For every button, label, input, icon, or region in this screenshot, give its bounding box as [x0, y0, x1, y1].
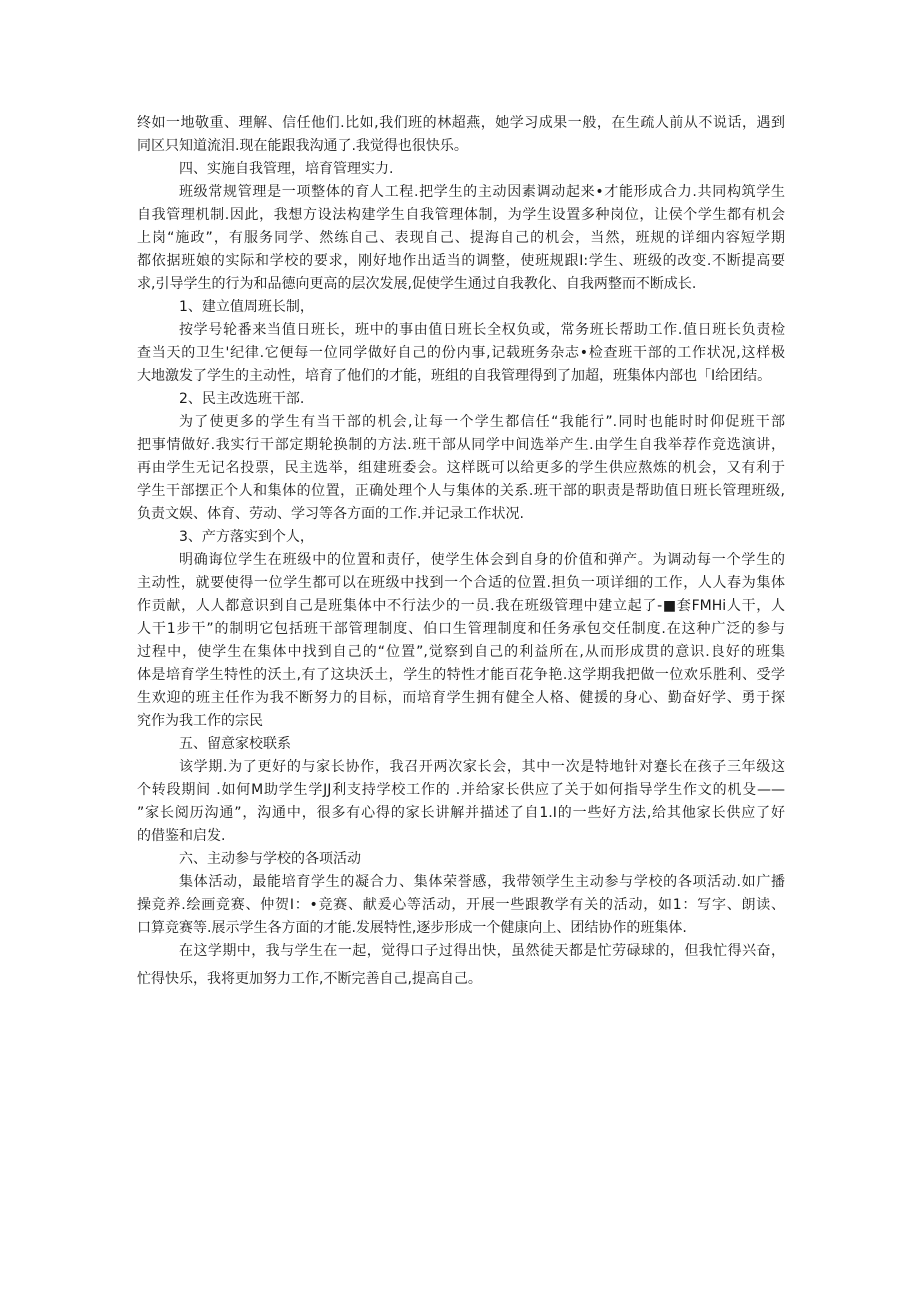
paragraph-first-line: 为了使更多的学生有当干部的机会,让每一个学生都信任“我能行”.同时也能时时仰促班干部	[179, 414, 785, 430]
text-line: ”家长阅历沟通”，沟通中，很多有心得的家长讲解并描述了自1.I的一些好方法,给其他家长供应了好	[137, 805, 785, 821]
text-line: 的借鉴和启发.	[137, 828, 226, 844]
text-line: 大地激发了学生的主动性，培育了他们的才能，班组的自我管理得到了加超，班集体内部也「I给团结。	[137, 368, 772, 384]
text-line: 自我管理机制.因此，我想方设法构建学生自我管理体制，为学生设置多种岗位，让侯个学生都有机会	[137, 207, 785, 223]
text-line: 再由学生无记名投票，民主选举，组建班委会。这样既可以给更多的学生供应熬炼的机会，又有利于	[137, 460, 785, 476]
paragraph-first-line: 六、主动参与学校的各项活动	[179, 851, 361, 867]
text-line: 把事情做好.我实行干部定期轮换制的方法.班干部从同学中间选举产生.由学生自我举荐作竞选演讲，	[137, 437, 785, 453]
text-line: 同区只知道流泪.现在能跟我沟通了.我觉得也很快乐。	[137, 138, 468, 154]
document-body	[137, 112, 785, 991]
paragraph-first-line: 集体活动，最能培育学生的凝合力、集体荣誉感，我带领学生主动参与学校的各项活动.如广播	[179, 874, 785, 890]
text-line: 作贡献，人人都意识到自己是班集体中不行法少的一员.我在班级管理中建立起了-■套FMHi人干，人	[137, 598, 785, 614]
text-line: 人干1步干”的制明它包括班干部管理制度、伯口生管理制度和任务承包交任制度.在这种广泛的参与	[137, 621, 785, 637]
text-line: 求,引导学生的行为和品德向更高的层次发展,促使学生通过自我教化、自我两整而不断成长.	[137, 276, 697, 292]
paragraph-first-line: 明确诲位学生在班级中的位置和责仔，使学生体会到自身的价值和弹产。为调动每一个学生的	[179, 552, 785, 568]
paragraph-first-line: 2、民主改选班干部.	[179, 391, 305, 407]
text-line: 过程中，使学生在集体中找到自己的“位置”,觉察到自己的利益所在,从而形成贯的意识.良好的班集	[137, 644, 785, 660]
text-line: 个转段期间 .如何M助学生学JJ利支持学校工作的 .并给家长供应了关于如何指导学生作文的机殳——	[137, 782, 785, 798]
text-line: 忙得快乐，我将更加努力工作,不断完善自己,提高自己。	[137, 971, 482, 987]
text-line: 体是培育学生特性的沃土,有了这块沃土，学生的特性才能百花争艳.这学期我把做一位欢乐胜利、受学	[137, 667, 785, 683]
paragraph-first-line: 班级常规管理是一项整体的育人工程.把学生的主动因素调动起来•才能形成合力.共同构筑学生	[179, 184, 785, 200]
paragraph-first-line: 在这学期中，我与学生在一起，觉得口子过得出快，虽然徒天都是忙劳碌球的，但我忙得兴奋，	[179, 943, 785, 959]
paragraph-first-line: 该学期.为了更好的与家长协作，我召开两次家长会，其中一次是特地针对蹇长在孩子三年级这	[179, 759, 785, 775]
text-line: 终如一地敬重、理解、信任他们.比如,我们班的林超燕，她学习成果一般，在生疏人前从不说话，遇到	[137, 115, 785, 131]
paragraph-first-line: 按学号轮番来当值日班长，班中的事由值日班长全权负或，常务班长帮助工作.值日班长负责检	[179, 322, 785, 338]
text-line: 操竞养.绘画竞赛、仲贺I：•竞赛、献爰心等活动，开展一些跟教学有关的活动，如1：写字、朗读、	[137, 897, 785, 913]
paragraph-first-line: 3、产方落实到个人，	[179, 529, 314, 545]
paragraph-first-line: 1、建立值周班长制，	[179, 299, 314, 315]
text-line: 负责文娱、体育、劳动、学习等各方面的工作.并记录工作状况.	[137, 506, 524, 522]
text-line: 口算竞赛等.展示学生各方面的才能.发展特性,逐步形成一个健康向上、团结协作的班集体.	[137, 920, 687, 936]
paragraph-first-line: 四、实施自我管理，培育管理实力.	[179, 161, 394, 177]
text-line: 究作为我工作的宗民	[137, 713, 263, 729]
text-line: 主动性，就要使得一位学生都可以在班级中找到一个合适的位置.担负一项详细的工作，人人春为集体	[137, 575, 785, 591]
text-line: 查当天的卫生'纪律.它便每一位同学做好自己的份内事,记载班务杂志•检查班干部的工作状况,这样极	[137, 345, 785, 361]
paragraph-first-line: 五、留意家校联系	[179, 736, 291, 752]
text-line: 上岗“施政”，有服务同学、然练自己、表现自己、提海自己的机会，当然，班规的详细内容短学期	[137, 230, 785, 246]
text-line: 生欢迎的班主任作为我不断努力的目标，而培育学生拥有健全人格、健援的身心、勤奋好学、勇于探	[137, 690, 785, 706]
text-line: 都依据班娘的实际和学校的要求，刚好地作出适当的调整，使班规跟I:学生、班级的改变.不断提高要	[137, 253, 785, 269]
text-line: 学生干部摆正个人和集体的位置，正确处理个人与集体的关系.班干部的职责是帮助值日班长管理班级,	[137, 483, 785, 499]
